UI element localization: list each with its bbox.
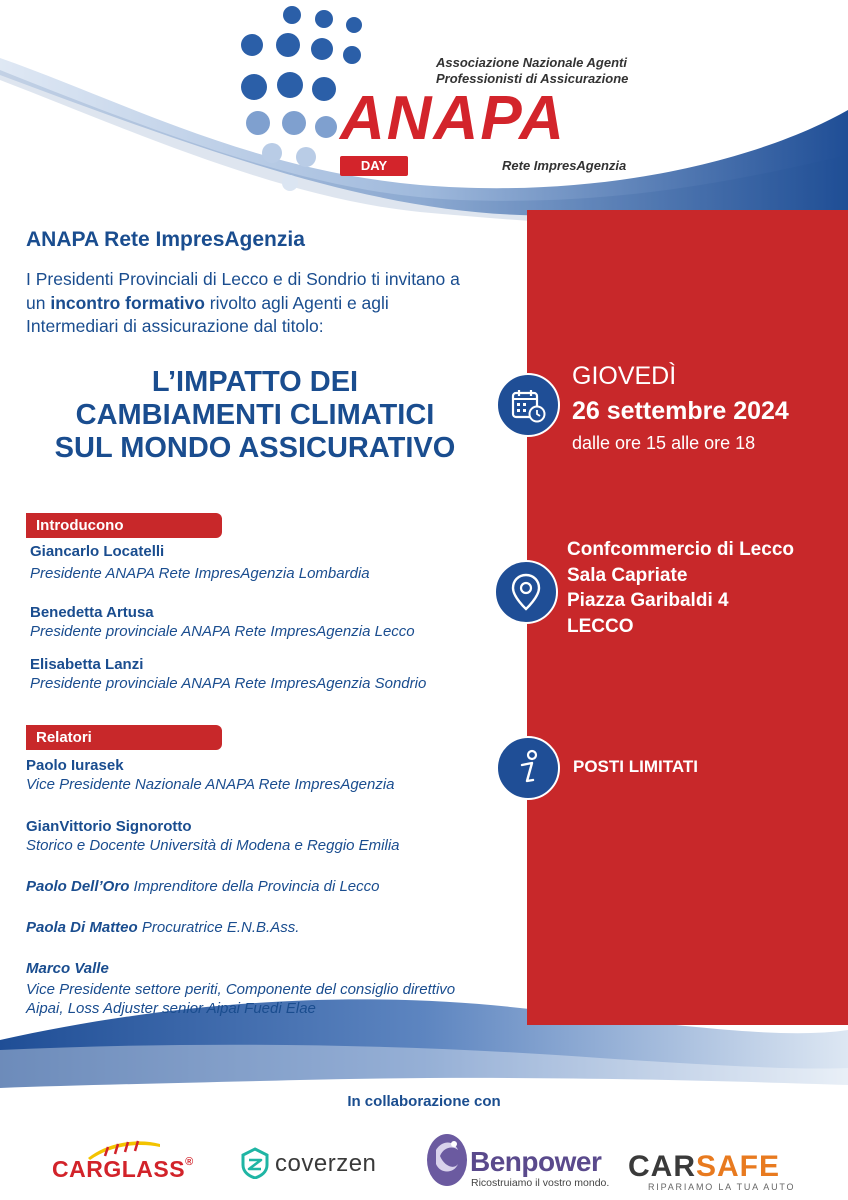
association-name xyxy=(436,55,628,87)
org-title: ANAPA Rete ImpresAgenzia xyxy=(26,228,305,251)
intro-person-1-role: Presidente ANAPA Rete ImpresAgenzia Lombardia xyxy=(30,565,370,582)
carsafe-tagline: RIPARIAMO LA TUA AUTO xyxy=(648,1182,796,1192)
event-hours: dalle ore 15 alle ore 18 xyxy=(572,433,756,453)
intro-paragraph xyxy=(26,268,466,339)
speaker-5-name: Marco Valle xyxy=(26,960,109,977)
info-circle xyxy=(496,736,560,800)
benpower-tagline: Ricostruiamo il vostro mondo. xyxy=(471,1177,610,1189)
calendar-clock-icon xyxy=(509,386,547,424)
carglass-logo-text: CARGLASS xyxy=(52,1156,186,1182)
venue-line-2: Sala Capriate xyxy=(567,564,688,586)
speaker-2-name: GianVittorio Signorotto xyxy=(26,818,192,835)
carsafe-logo xyxy=(628,1150,780,1184)
calendar-circle xyxy=(496,373,560,437)
venue-line-3: Piazza Garibaldi 4 xyxy=(567,590,729,611)
carglass-logo xyxy=(52,1156,194,1183)
intro-text-2: rivolto agli Agenti e agli Intermediari di assicurazione dal titolo: xyxy=(26,292,389,336)
coverzen-logo-text: coverzen xyxy=(275,1150,377,1177)
location-pin-icon xyxy=(509,572,543,612)
speaker-1-role: Vice Presidente Nazionale ANAPA Rete ImpresAgenzia xyxy=(26,776,395,793)
rete-tagline: Rete ImpresAgenzia xyxy=(502,158,627,173)
benpower-logo-text: Benpower xyxy=(470,1146,602,1177)
venue-line-4: LECCO xyxy=(567,615,634,637)
benpower-logo-icon xyxy=(424,1130,470,1190)
association-line-2: Professionisti di Assicurazione xyxy=(436,71,629,86)
anapa-logo-word: ANAPA xyxy=(340,84,566,153)
speaker-1-name: Paolo Iurasek xyxy=(26,757,124,774)
speaker-5-role-1: Vice Presidente settore periti, Componente del consiglio direttivo xyxy=(26,981,456,998)
info-icon xyxy=(513,748,543,788)
limited-seats: POSTI LIMITATI xyxy=(573,757,698,776)
location-circle xyxy=(494,560,558,624)
intro-text-1: I Presidenti Provinciali di Lecco e di Sondrio ti invitano a un xyxy=(26,269,460,313)
day-badge: DAY xyxy=(340,156,408,176)
speaker-5-role-2: Aipai, Loss Adjuster senior Aipai Fuedi Elae xyxy=(26,1000,316,1017)
relatori-label: Relatori xyxy=(26,725,222,750)
event-title-line-1: L’IMPATTO DEI xyxy=(151,366,359,398)
carglass-registered-mark: ® xyxy=(185,1156,194,1168)
intro-person-3-name: Elisabetta Lanzi xyxy=(30,656,144,673)
event-date: 26 settembre 2024 xyxy=(572,397,789,425)
collaboration-heading: In collaborazione con xyxy=(347,1093,501,1110)
speaker-2-role: Storico e Docente Università di Modena e Reggio Emilia xyxy=(26,837,400,854)
speaker-3 xyxy=(26,878,380,895)
venue-address xyxy=(567,537,794,639)
intro-text-bold: incontro formativo xyxy=(50,292,205,313)
event-title-line-3: SUL MONDO ASSICURATIVO xyxy=(54,432,456,464)
event-day: GIOVEDÌ xyxy=(572,362,677,390)
event-title-line-2: CAMBIAMENTI CLIMATICI xyxy=(75,399,435,431)
intro-person-2-role: Presidente provinciale ANAPA Rete ImpresAgenzia Lecco xyxy=(30,623,415,640)
intro-person-3-role: Presidente provinciale ANAPA Rete ImpresAgenzia Sondrio xyxy=(30,675,427,692)
speaker-5-name-wrap xyxy=(26,960,109,977)
speaker-4-role: Procuratrice E.N.B.Ass. xyxy=(137,919,300,936)
association-line-1: Associazione Nazionale Agenti xyxy=(436,55,627,70)
coverzen-logo-icon xyxy=(240,1147,270,1179)
event-title xyxy=(8,366,502,465)
speaker-4-name: Paola Di Matteo xyxy=(26,919,138,936)
intro-person-2-name: Benedetta Artusa xyxy=(30,604,154,621)
carsafe-logo-part-2: SAFE xyxy=(696,1150,781,1183)
speaker-3-role: Imprenditore della Provincia di Lecco xyxy=(129,878,380,895)
venue-line-1: Confcommercio di Lecco xyxy=(567,539,794,560)
introducono-label: Introducono xyxy=(26,513,222,538)
speaker-3-name: Paolo Dell’Oro xyxy=(26,878,130,895)
carsafe-logo-part-1: CAR xyxy=(628,1150,696,1183)
intro-person-1-name: Giancarlo Locatelli xyxy=(30,543,165,560)
speaker-4 xyxy=(26,919,299,936)
